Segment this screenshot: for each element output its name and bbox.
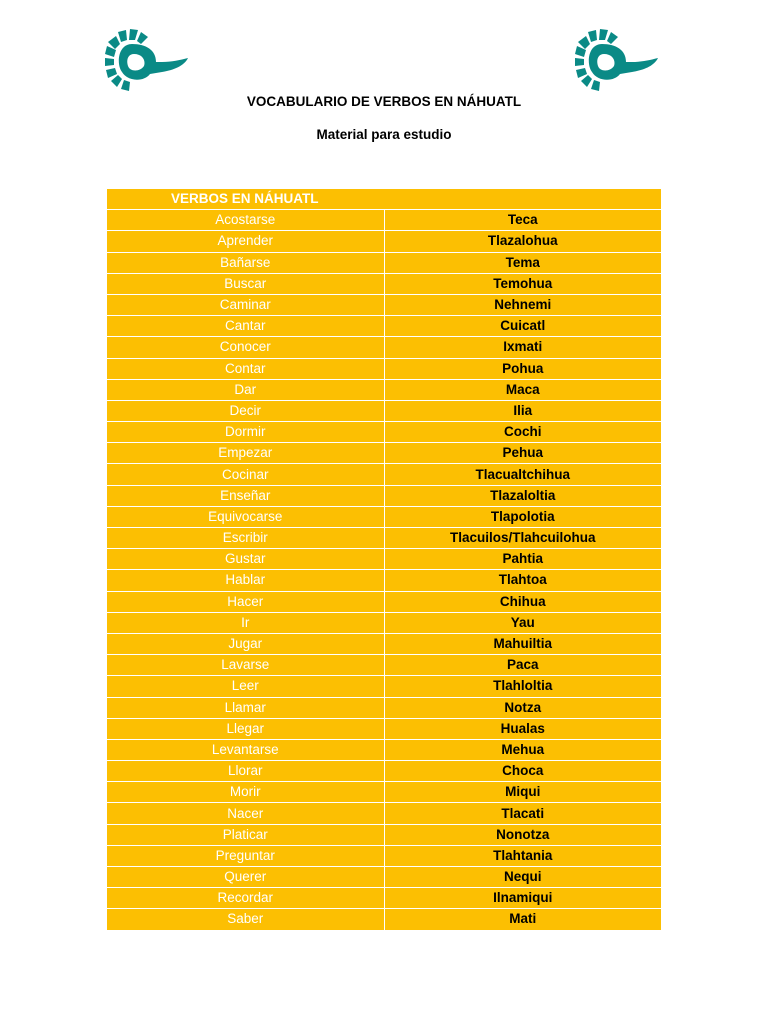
spanish-verb: Platicar [107, 824, 384, 845]
nahuatl-verb: Choca [384, 761, 661, 782]
nahuatl-verb: Paca [384, 655, 661, 676]
nahuatl-verb: Yau [384, 612, 661, 633]
table-row [107, 506, 661, 527]
spanish-verb: Llegar [107, 718, 384, 739]
table-row [107, 761, 661, 782]
table-row [107, 400, 661, 421]
spanish-verb: Caminar [107, 294, 384, 315]
table-row [107, 485, 661, 506]
spanish-verb: Buscar [107, 273, 384, 294]
spanish-verb: Ir [107, 612, 384, 633]
nahuatl-verb: Ixmati [384, 337, 661, 358]
spanish-verb: Llamar [107, 697, 384, 718]
table-row [107, 528, 661, 549]
nahuatl-verb: Tlacualtchihua [384, 464, 661, 485]
nahuatl-verb: Nonotza [384, 824, 661, 845]
spanish-verb: Hacer [107, 591, 384, 612]
table-row [107, 273, 661, 294]
teal-glyph-logo-icon [104, 28, 190, 94]
nahuatl-verb: Tlacati [384, 803, 661, 824]
nahuatl-verb: Nequi [384, 867, 661, 888]
spanish-verb: Equivocarse [107, 506, 384, 527]
table-row [107, 697, 661, 718]
table-header-row [107, 189, 661, 210]
nahuatl-verb: Notza [384, 697, 661, 718]
table-row [107, 782, 661, 803]
table-row [107, 633, 661, 654]
nahuatl-verb: Tlahloltia [384, 676, 661, 697]
nahuatl-verb: Tlazaloltia [384, 485, 661, 506]
spanish-verb: Querer [107, 867, 384, 888]
table-row [107, 909, 661, 930]
spanish-verb: Levantarse [107, 739, 384, 760]
table-row [107, 570, 661, 591]
nahuatl-verb: Tlazalohua [384, 231, 661, 252]
nahuatl-verb: Hualas [384, 718, 661, 739]
nahuatl-verb: Maca [384, 379, 661, 400]
spanish-verb: Recordar [107, 888, 384, 909]
table-row [107, 379, 661, 400]
nahuatl-verb: Tlahtoa [384, 570, 661, 591]
nahuatl-verb: Temohua [384, 273, 661, 294]
nahuatl-verb: Mahuiltia [384, 633, 661, 654]
spanish-verb: Nacer [107, 803, 384, 824]
table-row [107, 824, 661, 845]
table-row [107, 591, 661, 612]
spanish-verb: Leer [107, 676, 384, 697]
spanish-verb: Saber [107, 909, 384, 930]
spanish-verb: Gustar [107, 549, 384, 570]
table-header: VERBOS EN NÁHUATL [107, 189, 661, 210]
spanish-verb: Contar [107, 358, 384, 379]
table-row [107, 358, 661, 379]
spanish-verb: Preguntar [107, 845, 384, 866]
nahuatl-verb: Pohua [384, 358, 661, 379]
table-row [107, 337, 661, 358]
table-row [107, 612, 661, 633]
spanish-verb: Dar [107, 379, 384, 400]
spanish-verb: Bañarse [107, 252, 384, 273]
nahuatl-verb: Ilia [384, 400, 661, 421]
table-row [107, 676, 661, 697]
spanish-verb: Jugar [107, 633, 384, 654]
table-row [107, 443, 661, 464]
nahuatl-verb: Ilnamiqui [384, 888, 661, 909]
spanish-verb: Enseñar [107, 485, 384, 506]
spanish-verb: Aprender [107, 231, 384, 252]
table-row [107, 294, 661, 315]
nahuatl-verb: Cochi [384, 422, 661, 443]
table-row [107, 867, 661, 888]
nahuatl-verb: Pehua [384, 443, 661, 464]
table-row [107, 655, 661, 676]
spanish-verb: Conocer [107, 337, 384, 358]
table-row [107, 845, 661, 866]
nahuatl-verb: Pahtia [384, 549, 661, 570]
page-title: VOCABULARIO DE VERBOS EN NÁHUATL [246, 94, 522, 109]
nahuatl-verb: Miqui [384, 782, 661, 803]
table-row [107, 316, 661, 337]
spanish-verb: Empezar [107, 443, 384, 464]
spanish-verb: Lavarse [107, 655, 384, 676]
spanish-verb: Cantar [107, 316, 384, 337]
nahuatl-verb: Cuicatl [384, 316, 661, 337]
nahuatl-verb: Tlacuilos/Tlahcuilohua [384, 528, 661, 549]
spanish-verb: Morir [107, 782, 384, 803]
spanish-verb: Llorar [107, 761, 384, 782]
spanish-verb: Hablar [107, 570, 384, 591]
spanish-verb: Acostarse [107, 210, 384, 231]
table-row [107, 803, 661, 824]
table-row [107, 210, 661, 231]
nahuatl-verb: Chihua [384, 591, 661, 612]
nahuatl-verb: Tlahtania [384, 845, 661, 866]
table-row [107, 718, 661, 739]
nahuatl-verb: Tema [384, 252, 661, 273]
nahuatl-verb: Mehua [384, 739, 661, 760]
nahuatl-verb: Mati [384, 909, 661, 930]
nahuatl-verb: Teca [384, 210, 661, 231]
table-row [107, 549, 661, 570]
teal-glyph-logo-icon [574, 28, 660, 94]
table-row [107, 231, 661, 252]
spanish-verb: Escribir [107, 528, 384, 549]
spanish-verb: Dormir [107, 422, 384, 443]
table-row [107, 739, 661, 760]
table-row [107, 888, 661, 909]
spanish-verb: Decir [107, 400, 384, 421]
page-subtitle: Material para estudio [316, 127, 452, 142]
nahuatl-verb: Tlapolotia [384, 506, 661, 527]
table-row [107, 252, 661, 273]
table-body [107, 210, 661, 930]
table-row [107, 464, 661, 485]
spanish-verb: Cocinar [107, 464, 384, 485]
table-row [107, 422, 661, 443]
nahuatl-verb: Nehnemi [384, 294, 661, 315]
verbs-table [107, 189, 661, 930]
